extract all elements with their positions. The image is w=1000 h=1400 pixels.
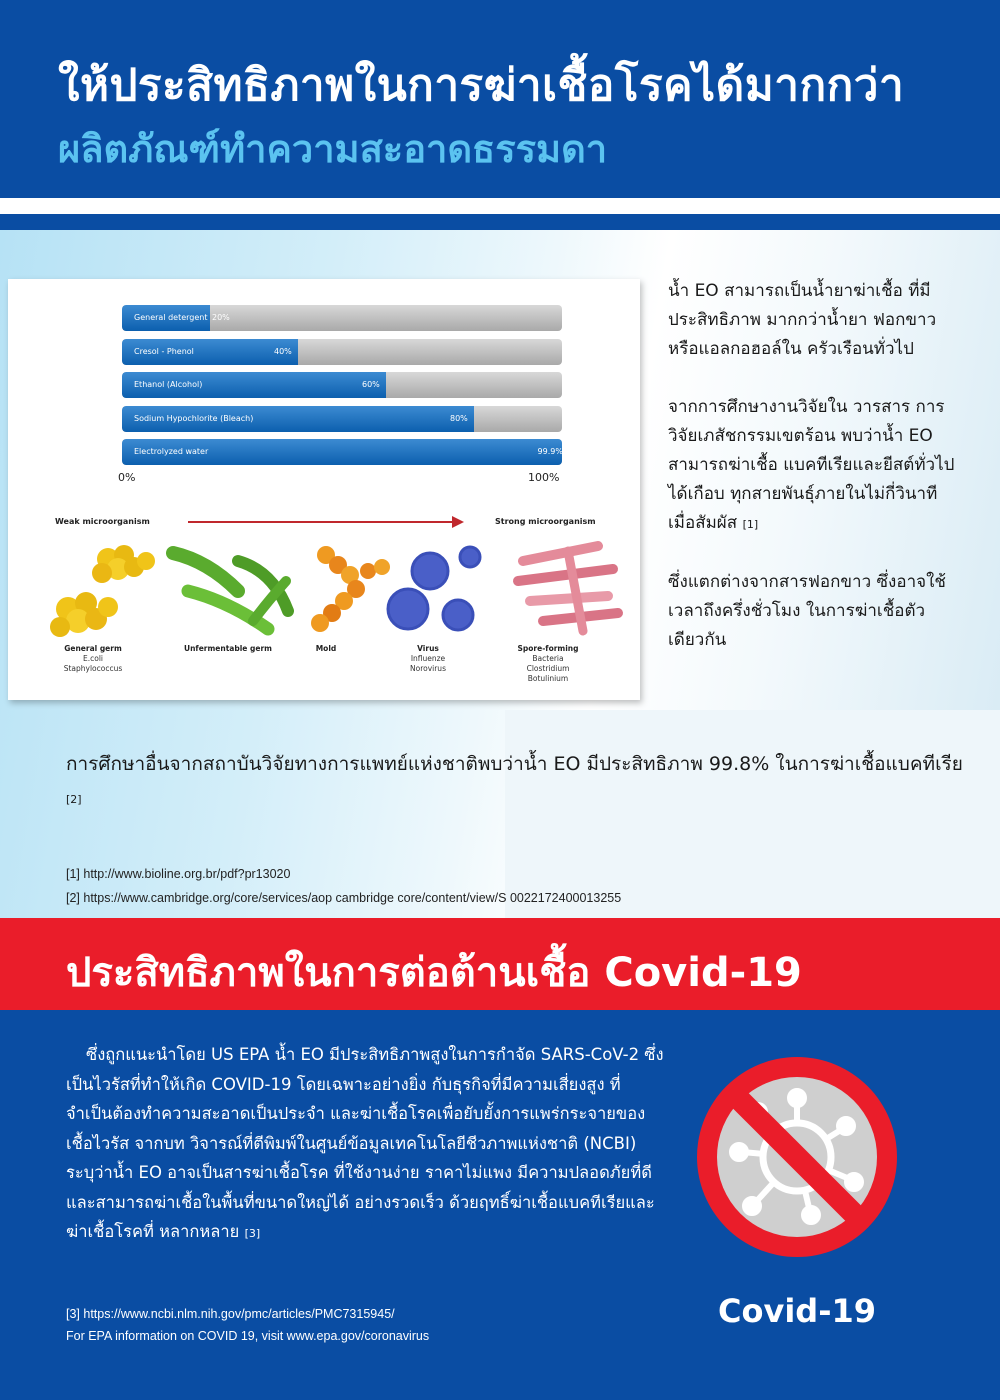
reference-3-link[interactable]: [3] https://www.ncbi.nlm.nih.gov/pmc/articles/PMC7315945/	[66, 1307, 395, 1321]
strong-microorganism-label: Strong microorganism	[495, 517, 596, 526]
reference-1-link[interactable]: [1] http://www.bioline.org.br/pdf?pr13020	[66, 867, 291, 881]
bar-category-label: Electrolyzed water	[134, 447, 209, 456]
right-text-column	[668, 277, 958, 684]
x-axis-min-label: 0%	[118, 471, 136, 484]
microorganism-illustrations	[38, 541, 628, 643]
bleach-comparison-paragraph: ซึ่งแตกต่างจากสารฟอกขาว ซึ่งอาจใช้เวลาถึงครึ่งชั่วโมง ในการฆ่าเชื้อตัวเดียวกัน	[668, 572, 946, 650]
page-title: ให้ประสิทธิภาพในการฆ่าเชื้อโรคได้มากกว่า	[58, 60, 905, 111]
organism-spore-forming: Spore-forming Bacteria Clostridium Botulinium	[517, 644, 579, 683]
bar-value-label: 20%	[212, 313, 230, 322]
organism-unfermentable-germ: Unfermentable germ	[184, 644, 272, 653]
weak-microorganism-label: Weak microorganism	[55, 517, 150, 526]
efficacy-chart	[8, 279, 640, 700]
no-virus-icon	[692, 1052, 902, 1262]
study-statement: การศึกษาอื่นจากสถาบันวิจัยทางการแพทย์แห่งชาติพบว่าน้ำ EO มีประสิทธิภาพ 99.8% ในการฆ่าเชื้อแบคทีเรีย [2]	[66, 753, 963, 806]
spore-forming-icon	[518, 546, 618, 631]
divider-white	[0, 198, 1000, 214]
tropical-research-paragraph: จากการศึกษางานวิจัยใน วารสาร การวิจัยเภสัชกรรมเขตร้อน พบว่าน้ำ EO สามารถฆ่าเชื้อ แบคทีเรียและยีสต์ทั่วไปได้เกือบ ทุกสายพันธุ์ภายในไม่กี่วินาที เมื่อสัมผัส [1]	[668, 397, 955, 533]
divider-blue	[0, 214, 1000, 230]
covid-icon-label: Covid-19	[718, 1292, 877, 1330]
eo-effectiveness-paragraph: น้ำ EO สามารถเป็นน้ำยาฆ่าเชื้อ ที่มีประสิทธิภาพ มากกว่าน้ำยา ฟอกขาวหรือแอลกอฮอล์ใน ครัวเรือนทั่วไป	[668, 281, 937, 359]
page-subtitle: ผลิตภัณฑ์ทำความสะอาดธรรมดา	[58, 127, 608, 171]
x-axis-max-label: 100%	[528, 471, 560, 484]
unfermentable-germ-icon	[173, 553, 288, 629]
epa-info-link[interactable]: For EPA information on COVID 19, visit www.epa.gov/coronavirus	[66, 1329, 430, 1343]
organism-virus: Virus Influenze Norovirus	[410, 644, 446, 673]
virus-icon	[388, 547, 480, 630]
arrow-right-icon	[452, 516, 464, 528]
header-banner	[0, 0, 1000, 198]
general-germ-icon	[50, 545, 155, 637]
strength-arrow-line	[188, 521, 454, 523]
mold-icon	[311, 546, 390, 632]
bar-category-label: Ethanol (Alcohol)	[134, 380, 203, 389]
covid-section-title: ประสิทธิภาพในการต่อต้านเชื้อ Covid-19	[66, 950, 802, 996]
covid-description: ซึ่งถูกแนะนำโดย US EPA น้ำ EO มีประสิทธิภาพสูงในการกำจัด SARS-CoV-2 ซึ่งเป็นไวรัสที่ทำให้เกิด COVID-19 โดยเฉพาะอย่างยิ่ง กับธุรกิจที่มีความเสี่ยงสูง ที่จำเป็นต้องทำความสะอาดเป็นประจำ และฆ่าเชื้อโรคเพื่อยับยั้งการแพร่กระจายของเชื้อไวรัส จากบท วิจารณ์ที่ตีพิมพ์ในศูนย์ข้อมูลเทคโนโลยีชีวภาพแห่งชาติ (NCBI) ระบุว่าน้ำ EO อาจเป็นสารฆ่าเชื้อโรค ที่ใช้งานง่าย ราคาไม่แพง มีความปลอดภัยที่ดีและสามารถฆ่าเชื้อในพื้นที่ขนาดใหญ่ได้ อย่างรวดเร็ว ด้วยฤทธิ์ฆ่าเชื้อแบคทีเรียและฆ่าเชื้อโรคที่ หลากหลาย [3]	[66, 1045, 664, 1241]
covid-references	[66, 1303, 429, 1347]
organism-mold: Mold	[315, 644, 337, 653]
bar-value-label: 80%	[450, 413, 468, 423]
reference-1-tag: [1]	[742, 518, 759, 531]
bar-value-label: 60%	[362, 380, 380, 389]
organism-general-germ: General germ E.coli Staphylococcus	[63, 644, 123, 673]
bar-value-label: 99.9%	[537, 447, 563, 456]
bar-category-label: Cresol - Phenol	[134, 346, 194, 356]
bar-category-label: General detergent	[134, 313, 208, 322]
references-list	[66, 862, 621, 910]
reference-2-link[interactable]: [2] https://www.cambridge.org/core/services/aop cambridge core/content/view/S 0022172400013255	[66, 891, 622, 905]
bar-value-label: 40%	[274, 346, 292, 356]
bar-category-label: Sodium Hypochlorite (Bleach)	[134, 413, 254, 423]
reference-2-tag: [2]	[66, 793, 82, 806]
reference-3-tag: [3]	[244, 1227, 261, 1240]
